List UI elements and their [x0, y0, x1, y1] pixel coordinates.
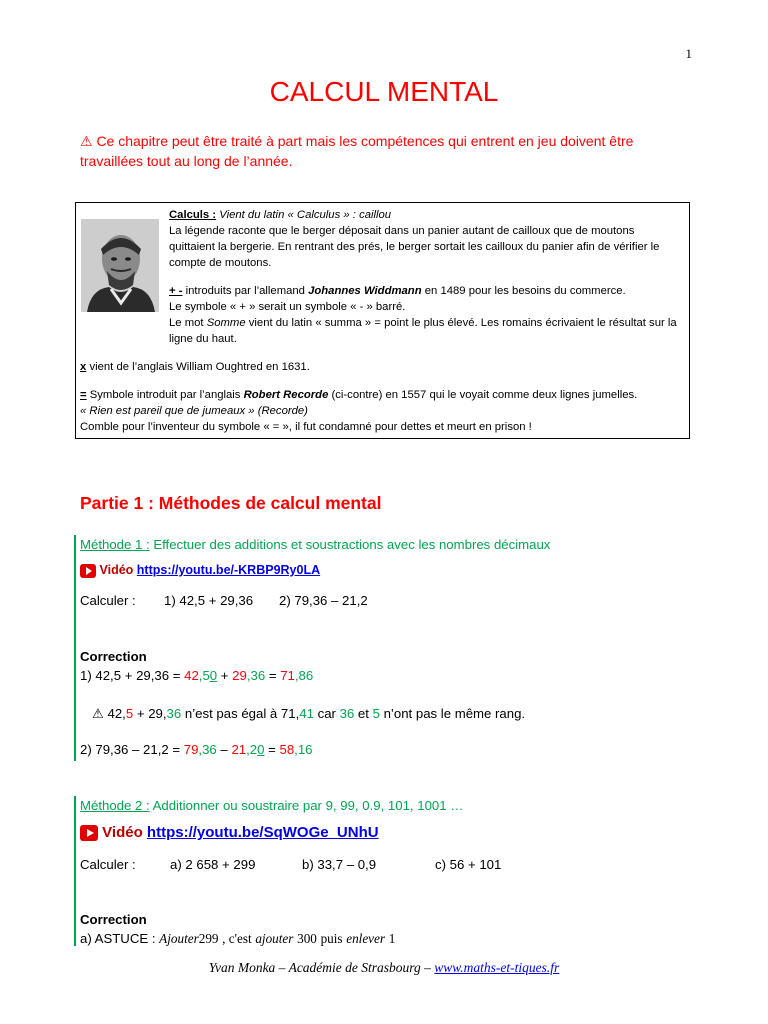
method1-label: Méthode 1 : [80, 537, 150, 552]
w-a: 42, [103, 706, 126, 721]
method1-video-line [80, 563, 320, 578]
method1-text: Effectuer des additions et soustractions avec les nombres décimaux [153, 537, 551, 552]
calculs-label: Calculs : [169, 209, 217, 221]
method2-calculer: Calculer : [80, 857, 136, 872]
method2-video-line [80, 824, 379, 841]
w-e: n’est pas égal à 71, [181, 706, 300, 721]
youtube-play-icon[interactable] [80, 564, 96, 578]
astuce-w1: Ajouter [159, 931, 199, 946]
astuce-label: a) ASTUCE : [80, 931, 156, 946]
c1-dec-res: ,86 [294, 668, 314, 683]
w-f: 41 [299, 706, 314, 721]
method1-calculer: Calculer : [80, 593, 136, 608]
widdmann-name: Johannes Widdmann [308, 285, 422, 297]
c2-eq: = [264, 742, 280, 757]
w-i: et [354, 706, 373, 721]
plus-minus-line [169, 283, 626, 299]
astuce-n3: 1 [388, 931, 396, 946]
method2-heading [80, 798, 463, 813]
astuce-puis: puis [320, 931, 343, 946]
method1-heading [80, 537, 550, 552]
w-k: n’ont pas le même rang. [379, 706, 526, 721]
plus-symbol-line: Le symbole « + » serait un symbole « - » barré. [169, 301, 406, 313]
method1-video-label: Vidéo [99, 563, 134, 577]
c1-dec-a: ,5 [198, 668, 210, 683]
c2-int-a: 79 [183, 742, 199, 757]
comble-line: Comble pour l’inventeur du symbole « = », il fut condamné pour dettes et meurt en prison ! [80, 421, 532, 433]
recorde-name: Robert Recorde [243, 389, 329, 401]
c2-dec-res: ,16 [294, 742, 313, 757]
footer-text: Yvan Monka – Académie de Strasbourg – [208, 960, 435, 975]
w-h: 36 [339, 706, 355, 721]
astuce-w2: ajouter [255, 931, 294, 946]
c2-dec-a: ,36 [198, 742, 217, 757]
legend-line-2: quittaient la bergerie. En rentrant des prés, le berger sortait les cailloux du panier afin de vérifier le [169, 241, 660, 253]
calculs-origin: Vient du latin « Calculus » : caillou [219, 209, 392, 221]
method1-correction-title: Correction [80, 649, 147, 664]
method1-exercise-1: 1) 42,5 + 29,36 [164, 593, 254, 608]
recorde-quote: « Rien est pareil que de jumeaux » (Recorde) [80, 405, 308, 417]
c1-prefix: 1) 42,5 + 29,36 = [80, 668, 185, 683]
method2-bar [74, 796, 76, 946]
chapter-warning: ⚠ Ce chapitre peut être traité à part mais les compétences qui entrent en jeu doivent être travaillées tout au long de l’année. [80, 133, 634, 169]
method2-correction-title: Correction [80, 912, 147, 927]
astuce-mid: , c'est [222, 931, 252, 946]
c2-zero: 0 [257, 742, 265, 757]
calculs-line [169, 207, 391, 223]
method2-label: Méthode 2 : [80, 798, 150, 813]
method2-text: Additionner ou soustraire par 9, 99, 0.9, 101, 1001 … [152, 798, 464, 813]
method2-video-link[interactable]: https://youtu.be/SqWOGe_UNhU [146, 824, 379, 841]
c1-eq: = [265, 668, 281, 683]
page-footer [0, 960, 768, 976]
portrait-robert-recorde [81, 219, 159, 312]
c1-zero: 0 [209, 668, 218, 683]
somme-line-2: ligne du haut. [169, 333, 237, 345]
method1-exercise-2: 2) 79,36 – 21,2 [279, 593, 368, 608]
w-b: 5 [125, 706, 134, 721]
equals-label: = [80, 389, 87, 401]
somme-line [169, 315, 677, 331]
equals-line [80, 387, 637, 403]
astuce-w3: enlever [346, 931, 386, 946]
w-c: + 29, [133, 706, 167, 721]
times-label: x [80, 361, 87, 373]
somme-post: vient du latin « summa » = point le plus élevé. Les romains écrivaient le résultat sur la [248, 317, 677, 329]
c2-prefix: 2) 79,36 – 21,2 = [80, 742, 184, 757]
plus-minus-post: en 1489 pour les besoins du commerce. [424, 285, 626, 297]
c1-int-res: 71 [280, 668, 295, 683]
method1-video-link[interactable]: https://youtu.be/-KRBP9Ry0LA [136, 563, 321, 577]
times-text: vient de l’anglais William Oughtred en 1631. [89, 361, 310, 373]
w-g: car [313, 706, 340, 721]
plus-minus-pre: introduits par l’allemand [185, 285, 305, 297]
part1-title: Partie 1 : Méthodes de calcul mental [80, 493, 382, 513]
c1-dec-b: ,36 [246, 668, 266, 683]
equals-pre: Symbole introduit par l’anglais [89, 389, 241, 401]
method1-correction-2 [80, 742, 313, 757]
plus-minus-label: + - [169, 285, 183, 297]
c2-op: – [216, 742, 232, 757]
legend-line-3: compte de moutons. [169, 257, 272, 269]
c1-int-b: 29 [232, 668, 247, 683]
times-line [80, 359, 310, 375]
method1-bar [74, 535, 76, 761]
method2-astuce [80, 931, 395, 947]
page-title: CALCUL MENTAL [269, 76, 499, 107]
method2-video-label: Vidéo [102, 824, 143, 841]
method2-exercise-c: c) 56 + 101 [435, 857, 502, 872]
c2-int-b: 21 [231, 742, 247, 757]
method1-warning [92, 706, 525, 722]
w-j: 5 [372, 706, 380, 721]
c1-int-a: 42 [184, 668, 199, 683]
footer-link[interactable]: www.maths-et-tiques.fr [434, 960, 560, 975]
astuce-n2: 300 [297, 931, 317, 946]
youtube-play-icon[interactable] [80, 825, 98, 841]
c2-int-res: 58 [279, 742, 295, 757]
astuce-n1: 299 [198, 931, 219, 946]
equals-post: (ci-contre) en 1557 qui le voyait comme deux lignes jumelles. [331, 389, 638, 401]
somme-pre: Le mot [169, 317, 204, 329]
method1-correction-1 [80, 668, 313, 683]
c1-op: + [217, 668, 233, 683]
w-d: 36 [166, 706, 182, 721]
somme-word: Somme [206, 317, 246, 329]
c2-dec-b: ,2 [246, 742, 258, 757]
method2-exercise-a: a) 2 658 + 299 [170, 857, 256, 872]
warning-icon: ⚠ [92, 706, 104, 721]
page-number: 1 [685, 46, 692, 61]
legend-line-1: La légende raconte que le berger déposait dans un panier autant de cailloux que de moutons [169, 225, 635, 237]
method2-exercise-b: b) 33,7 – 0,9 [302, 857, 377, 872]
